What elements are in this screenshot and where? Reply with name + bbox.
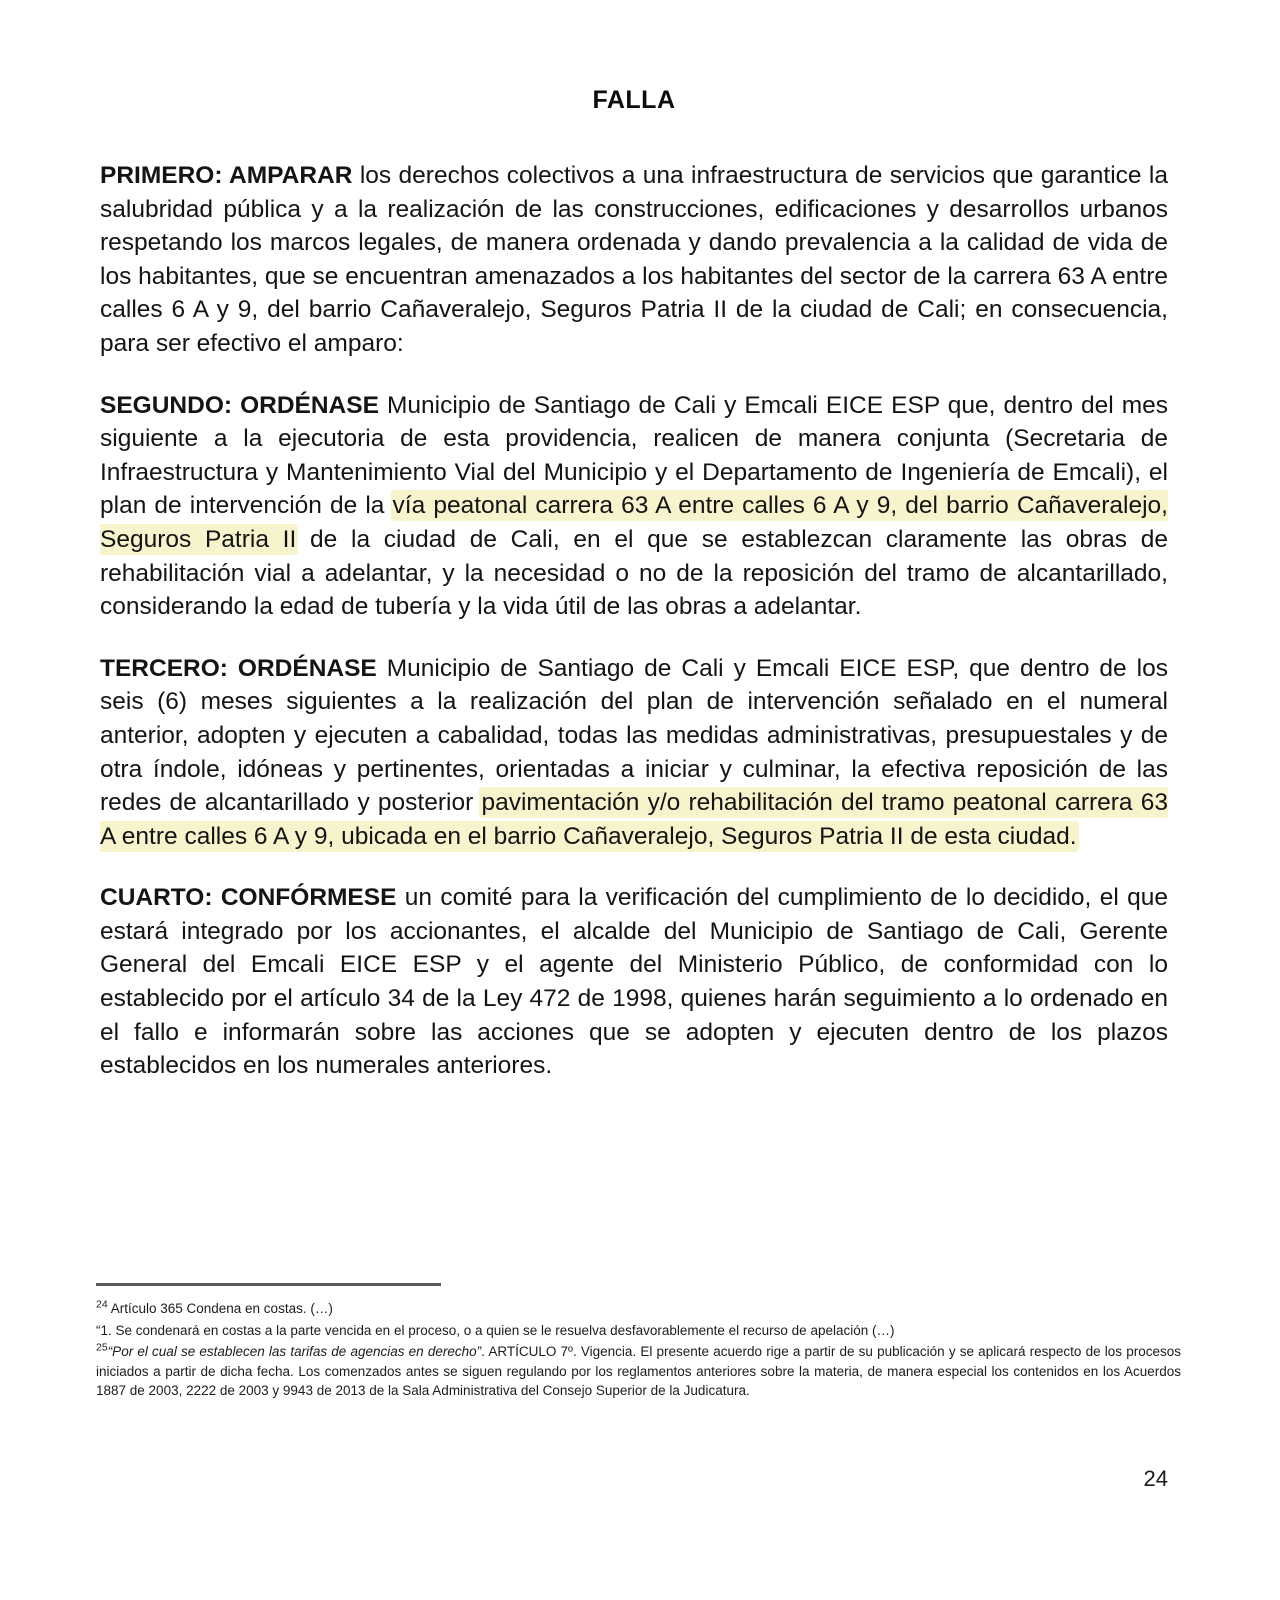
paragraph-tercero	[100, 652, 1168, 854]
footnote-separator-rule	[96, 1283, 441, 1286]
footnote-24-text: Artículo 365 Condena en costas. (…)	[110, 1301, 333, 1316]
footnote-24-marker: 24	[96, 1298, 108, 1311]
paragraph-segundo-body-before: Municipio de Santiago de Cali y Emcali EICE ESP que, dentro del mes siguiente a la ejecutoria de esta providencia, realicen de manera conjunta (Secretaria de Infraestructura y Mantenimiento Vial del Municipio y el Departamento de Ingeniería de Emcali), el plan de intervención de la	[100, 391, 1168, 520]
paragraph-tercero-body-before: Municipio de Santiago de Cali y Emcali EICE ESP, que dentro de los seis (6) meses siguientes a la realización del plan de intervención señalado en el numeral anterior, adopten y ejecuten a cabalidad, todas las medidas administrativas, presupuestales y de otra índole, idóneas y pertinentes, orientadas a iniciar y culminar, la efectiva reposición de las redes de alcantarillado y posterior	[100, 654, 1168, 817]
paragraph-primero-lead: PRIMERO: AMPARAR	[100, 162, 353, 189]
paragraph-tercero-lead: TERCERO: ORDÉNASE	[100, 654, 377, 682]
footnote-24-continuation	[96, 1321, 1181, 1341]
paragraph-primero	[100, 159, 1168, 361]
footnote-25	[96, 1342, 1181, 1401]
paragraph-tercero-highlight: pavimentación y/o rehabilitación del tramo peatonal carrera 63 A entre calles 6 A y 9, ubicada en el barrio Cañaveralejo, Seguros Patria II de esta ciudad.	[100, 789, 1168, 850]
paragraph-cuarto-body: un comité para la verificación del cumplimiento de lo decidido, el que estará integrado por los accionantes, el alcalde del Municipio de Santiago de Cali, Gerente General del Emcali EICE ESP y el agente del Ministerio Público, de conformidad con lo establecido por el artículo 34 de la Ley 472 de 1998, quienes harán seguimiento a lo ordenado en el fallo e informarán sobre las acciones que se adopten y ejecuten dentro de los plazos establecidos en los numerales anteriores.	[100, 884, 1168, 1080]
page-title: FALLA	[592, 86, 676, 114]
paragraph-segundo-lead: SEGUNDO: ORDÉNASE	[100, 391, 379, 419]
paragraph-segundo	[100, 389, 1168, 624]
footnote-24	[96, 1299, 1181, 1319]
footnote-25-text: . ARTÍCULO 7º. Vigencia. El presente acuerdo rige a partir de su publicación y se aplicará respecto de los procesos iniciados a partir de dicha fecha. Los comenzados antes se siguen regulando por los reglamentos anteriores sobre la materia, de manera especial los contenidos en los Acuerdos 1887 de 2003, 2222 de 2003 y 9943 de 2013 de la Sala Administrativa del Consejo Superior de la Judicatura.	[96, 1344, 1181, 1398]
paragraph-cuarto-lead: CUARTO: CONFÓRMESE	[100, 884, 397, 912]
footnote-24-continuation-text: “1. Se condenará en costas a la parte vencida en el proceso, o a quien se le resuelva desfavorablemente el recurso de apelación (…)	[96, 1322, 895, 1338]
footnote-25-marker: 25	[96, 1341, 108, 1354]
page-number: 24	[1143, 1466, 1168, 1491]
paragraph-cuarto	[100, 881, 1168, 1083]
footnote-25-italic-title: “Por el cual se establecen las tarifas de agencias en derecho”	[107, 1344, 482, 1359]
document-body	[100, 86, 1168, 1083]
paragraph-segundo-highlight: vía peatonal carrera 63 A entre calles 6 A y 9, del barrio Cañaveralejo, Seguros Patria II	[100, 492, 1168, 553]
paragraph-segundo-body-after: de la ciudad de Cali, en el que se establezcan claramente las obras de rehabilitación vial a adelantar, y la necesidad o no de la reposición del tramo de alcantarillado, considerando la edad de tubería y la vida útil de las obras a adelantar.	[100, 525, 1168, 621]
footnote-section	[96, 1283, 1181, 1403]
paragraph-primero-body: los derechos colectivos a una infraestructura de servicios que garantice la salubridad pública y a la realización de las construcciones, edificaciones y desarrollos urbanos respetando los marcos legales, de manera ordenada y dando prevalencia a la calidad de vida de los habitantes, que se encuentran amenazados a los habitantes del sector de la carrera 63 A entre calles 6 A y 9, del barrio Cañaveralejo, Seguros Patria II de la ciudad de Cali; en consecuencia, para ser efectivo el amparo:	[100, 162, 1168, 357]
